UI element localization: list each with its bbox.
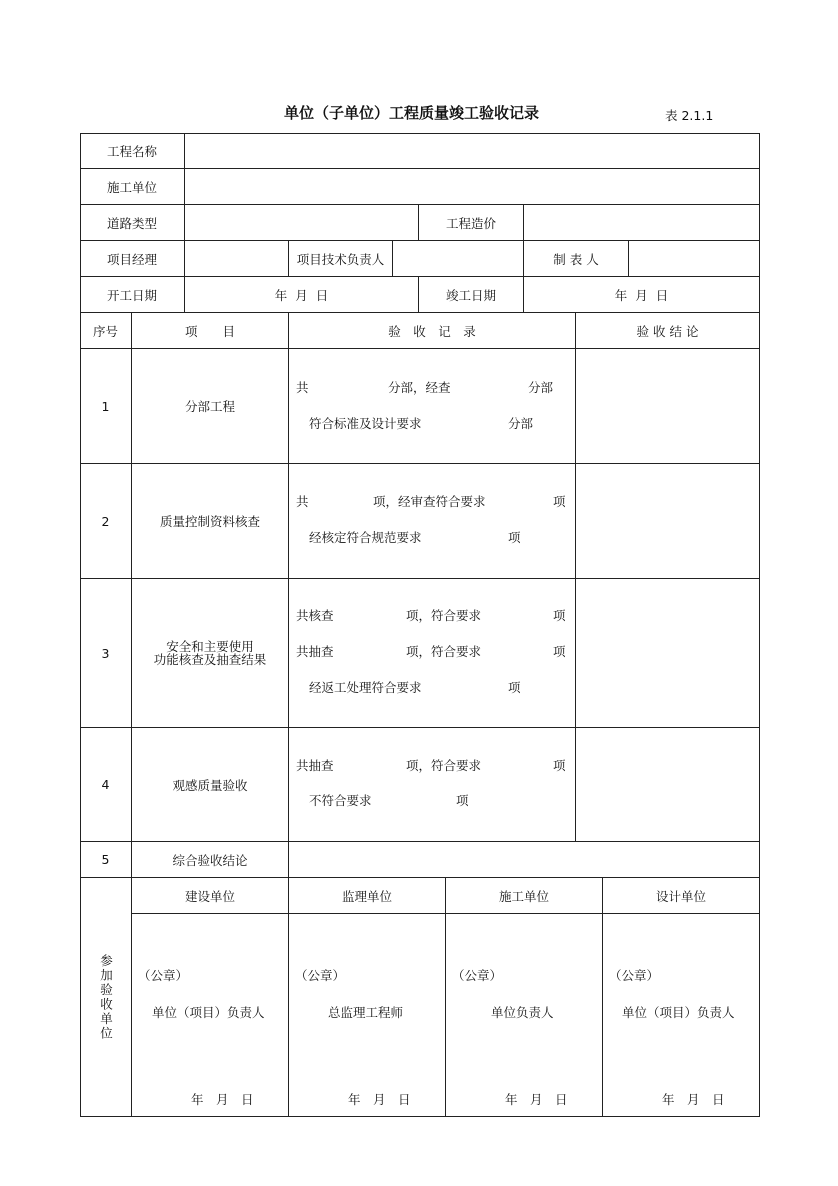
row-4-no: 4 — [80, 728, 132, 842]
row-3-item — [132, 579, 289, 728]
row-4-item: 观感质量验收 — [132, 728, 289, 842]
seal-label: （公章） — [138, 968, 189, 983]
seal-label: （公章） — [295, 968, 346, 983]
row-2-item: 质量控制资料核查 — [132, 464, 289, 579]
row-4-text: 项 — [553, 758, 566, 773]
row-4-conclusion[interactable] — [576, 728, 760, 842]
row-1-text: 符合标准及设计要求 — [309, 416, 422, 431]
unit-header-client: 建设单位 — [132, 878, 289, 914]
label-construction-unit: 施工单位 — [80, 169, 185, 205]
row-3-text: 共核查 — [296, 608, 334, 623]
sign-date: 年 月 日 — [348, 1092, 411, 1107]
tech-lead-field[interactable] — [393, 241, 524, 277]
row-5-item: 综合验收结论 — [132, 842, 289, 878]
header-record: 验 收 记 录 — [289, 313, 576, 349]
header-conclusion: 验 收 结 论 — [576, 313, 760, 349]
row-3-text: 项 — [553, 644, 566, 659]
row-4-record[interactable] — [289, 728, 576, 842]
seal-label: （公章） — [609, 968, 660, 983]
row-1-text: 分部，经查 — [388, 380, 451, 395]
label-cost: 工程造价 — [419, 205, 524, 241]
sign-date: 年 月 日 — [191, 1092, 254, 1107]
table-number: 表 2.1.1 — [665, 108, 714, 123]
row-1-text: 共 — [296, 380, 309, 395]
row-4-text: 项，符合要求 — [406, 758, 482, 773]
sign-date: 年 月 日 — [505, 1092, 568, 1107]
label-preparer: 制 表 人 — [524, 241, 629, 277]
label-road-type: 道路类型 — [80, 205, 185, 241]
row-1-record[interactable] — [289, 349, 576, 464]
row-3-item-line2: 功能核查及抽查结果 — [153, 652, 267, 667]
label-project-name: 工程名称 — [80, 133, 185, 169]
cost-field[interactable] — [524, 205, 760, 241]
row-1-conclusion[interactable] — [576, 349, 760, 464]
signer-title: 单位（项目）负责人 — [152, 1005, 265, 1020]
label-tech-lead: 项目技术负责人 — [289, 241, 393, 277]
row-2-conclusion[interactable] — [576, 464, 760, 579]
header-no: 序号 — [80, 313, 132, 349]
signer-title: 单位负责人 — [491, 1005, 554, 1020]
row-2-text: 项 — [508, 530, 521, 545]
construction-unit-field[interactable] — [185, 169, 760, 205]
road-type-field[interactable] — [185, 205, 419, 241]
row-2-text: 经核定符合规范要求 — [309, 530, 422, 545]
row-5-no: 5 — [80, 842, 132, 878]
unit-header-supervisor: 监理单位 — [289, 878, 446, 914]
start-date-field[interactable]: 年 月 日 — [185, 277, 419, 313]
row-3-text: 经返工处理符合要求 — [309, 680, 422, 695]
row-1-text: 分部 — [508, 416, 534, 431]
seal-label: （公章） — [452, 968, 503, 983]
row-1-no: 1 — [80, 349, 132, 464]
row-3-text: 项，符合要求 — [406, 608, 482, 623]
signer-title: 总监理工程师 — [328, 1005, 404, 1020]
row-3-text: 项 — [508, 680, 521, 695]
row-2-text: 共 — [296, 494, 309, 509]
pm-field[interactable] — [185, 241, 289, 277]
project-name-field[interactable] — [185, 133, 760, 169]
label-start-date: 开工日期 — [80, 277, 185, 313]
header-item: 项 目 — [132, 313, 289, 349]
row-2-record[interactable] — [289, 464, 576, 579]
row-3-text: 共抽查 — [296, 644, 334, 659]
signer-title: 单位（项目）负责人 — [622, 1005, 735, 1020]
row-2-text: 项 — [553, 494, 566, 509]
row-3-text: 项，符合要求 — [406, 644, 482, 659]
row-4-text: 不符合要求 — [309, 793, 372, 808]
label-end-date: 竣工日期 — [419, 277, 524, 313]
row-4-text: 共抽查 — [296, 758, 334, 773]
row-3-no: 3 — [80, 579, 132, 728]
row-3-text: 项 — [553, 608, 566, 623]
participating-units-text: 参加验收单位 — [98, 953, 114, 1041]
unit-header-designer: 设计单位 — [603, 878, 760, 914]
participating-units-label — [80, 878, 132, 1117]
overall-conclusion-field[interactable] — [289, 842, 760, 878]
sign-date: 年 月 日 — [662, 1092, 725, 1107]
label-pm: 项目经理 — [80, 241, 185, 277]
row-4-text: 项 — [456, 793, 469, 808]
row-1-item: 分部工程 — [132, 349, 289, 464]
page-title: 单位（子单位）工程质量竣工验收记录 — [284, 104, 540, 122]
preparer-field[interactable] — [629, 241, 760, 277]
row-2-no: 2 — [80, 464, 132, 579]
row-3-item-line1: 安全和主要使用 — [166, 639, 254, 654]
unit-header-contractor: 施工单位 — [446, 878, 603, 914]
row-1-text: 分部 — [528, 380, 554, 395]
end-date-field[interactable]: 年 月 日 — [524, 277, 760, 313]
row-3-conclusion[interactable] — [576, 579, 760, 728]
row-2-text: 项，经审查符合要求 — [373, 494, 486, 509]
